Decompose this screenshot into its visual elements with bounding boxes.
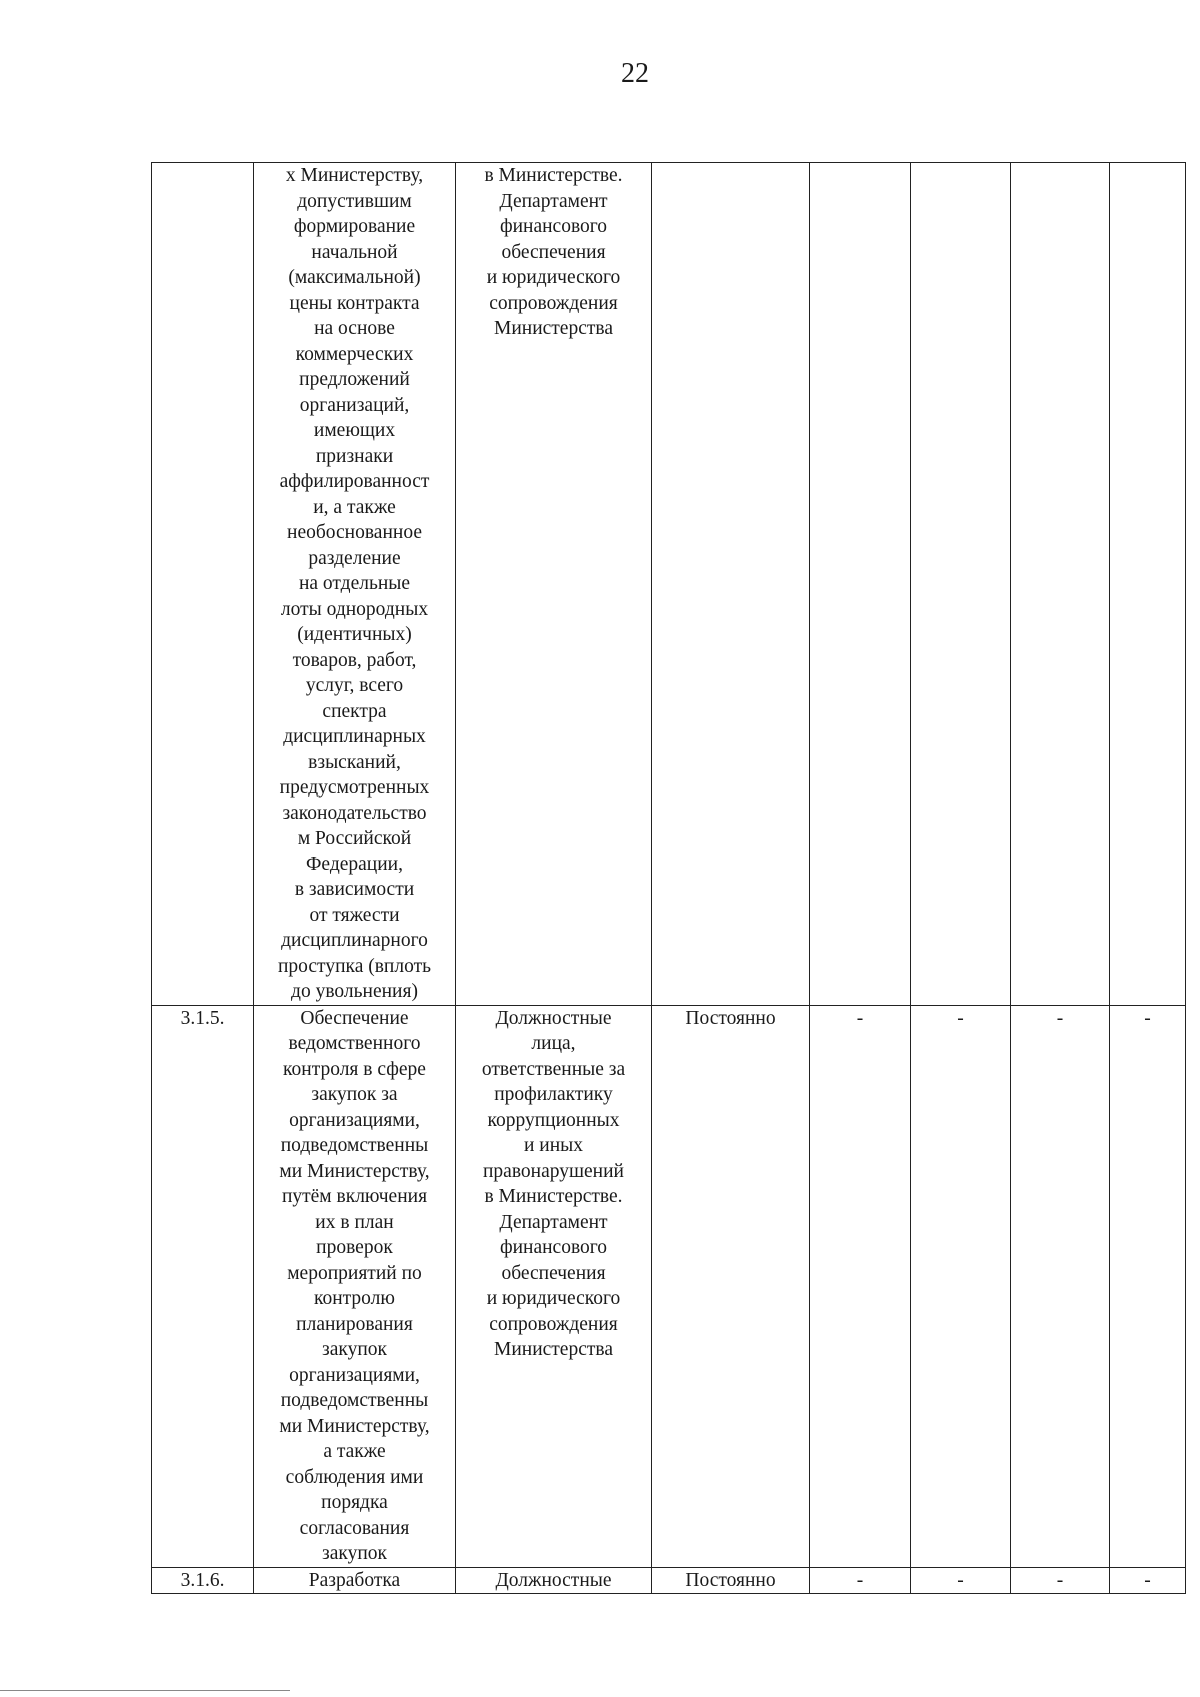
responsible-cell-line: финансового — [499, 216, 608, 237]
measure-cell-line: начальной — [311, 241, 398, 263]
deadline-cell: Постоянно — [652, 1567, 810, 1594]
responsible-cell-line: Министерства — [493, 318, 613, 339]
bottom-rule — [0, 1690, 290, 1691]
measure-cell-line: коммерческих — [295, 343, 414, 365]
measure-cell-line: а также — [323, 1441, 386, 1462]
measure-cell-line: (идентичных) — [297, 624, 412, 645]
responsible-cell-line: профилактику — [494, 1084, 613, 1105]
indicator-cell: - — [1110, 1005, 1186, 1567]
responsible-cell — [456, 1567, 652, 1594]
responsible-cell-line: и иных — [523, 1135, 584, 1156]
measure-cell-line: контролю — [314, 1288, 395, 1309]
measure-cell-line: планирования — [296, 1313, 413, 1335]
measure-cell-line: имеющих — [313, 420, 396, 441]
measure-cell-line: предусмотренных — [279, 777, 430, 798]
measure-cell-line: допустившим — [297, 190, 412, 212]
page-number: 22 — [621, 58, 649, 89]
measure-cell-line: подведомственны — [280, 1390, 429, 1411]
measure-cell-line: цены контракта — [289, 292, 420, 314]
measure-cell-line: организаций, — [299, 394, 410, 416]
deadline-cell — [652, 163, 810, 1006]
responsible-cell-line: лица, — [531, 1033, 576, 1054]
responsible-cell-line: Должностные — [495, 1569, 612, 1591]
responsible-cell-line: сопровождения — [489, 292, 618, 314]
item-number-cell: 3.1.5. — [152, 1005, 254, 1567]
measure-cell — [254, 1567, 456, 1594]
measure-cell-line: ми Министерству, — [279, 1415, 430, 1437]
responsible-cell-line: в Министерстве. — [484, 1186, 623, 1207]
measure-cell-line: дисциплинарного — [281, 930, 428, 951]
measure-cell-line: их в план — [315, 1211, 394, 1233]
measure-cell-line: согласования — [299, 1517, 410, 1539]
responsible-cell-line: обеспечения — [501, 1262, 606, 1284]
indicator-cell — [810, 163, 911, 1006]
measure-cell-line: на отдельные — [298, 573, 411, 594]
responsible-cell-line: и юридического — [486, 1288, 621, 1309]
measure-cell-line: х Министерству, — [285, 165, 424, 186]
indicator-cell: - — [911, 1005, 1011, 1567]
measure-cell-line: формирование — [293, 216, 416, 237]
measure-cell-line: аффилированност — [279, 471, 430, 492]
responsible-cell-line: финансового — [499, 1237, 608, 1258]
responsible-cell-line: обеспечения — [501, 241, 606, 263]
measure-cell-line: и, а также — [313, 496, 396, 518]
responsible-cell-line: правонарушений — [483, 1160, 624, 1182]
measure-cell-line: ми Министерству, — [279, 1160, 430, 1182]
measure-cell-line: спектра — [322, 700, 387, 722]
measure-cell-line: предложений — [299, 369, 410, 390]
measure-cell-line: до увольнения) — [291, 981, 418, 1002]
measure-cell-line: закупок — [322, 1543, 387, 1564]
responsible-cell-line: Должностные — [495, 1007, 612, 1029]
measure-cell-line: м Российской — [297, 828, 412, 849]
measure-cell-line: дисциплинарных — [283, 726, 426, 747]
measure-cell-line: услуг, всего — [305, 675, 404, 696]
measure-cell-line: Разработка — [308, 1569, 401, 1591]
responsible-cell-line: Департамент — [499, 190, 608, 212]
measure-cell-line: закупок за — [311, 1084, 398, 1105]
measure-cell-line: разделение — [308, 547, 401, 569]
indicator-cell — [1011, 163, 1110, 1006]
measure-cell-line: лоты однородных — [280, 598, 429, 620]
measure-cell-line: ведомственного — [288, 1033, 421, 1054]
measure-cell — [254, 163, 456, 1006]
measure-cell-line: организациями, — [289, 1364, 420, 1386]
measure-cell-line: признаки — [315, 445, 394, 467]
indicator-cell: - — [810, 1005, 911, 1567]
measures-table — [151, 162, 1186, 1594]
measure-cell-line: путём включения — [281, 1186, 428, 1207]
responsible-cell-line: сопровождения — [489, 1313, 618, 1335]
responsible-cell-line: коррупционных — [487, 1109, 620, 1131]
measure-cell-line: на основе — [314, 318, 395, 339]
indicator-cell: - — [810, 1567, 911, 1594]
measure-cell-line: взысканий, — [308, 751, 401, 773]
responsible-cell-line: Департамент — [499, 1211, 608, 1233]
measure-cell-line: мероприятий по — [287, 1262, 422, 1284]
responsible-cell — [456, 163, 652, 1006]
table-row — [152, 1005, 1186, 1567]
measure-cell-line: проступка (вплоть — [277, 955, 431, 977]
indicator-cell — [911, 163, 1011, 1006]
measure-cell-line: подведомственны — [280, 1135, 429, 1156]
table-row — [152, 163, 1186, 1006]
measure-cell-line: необоснованное — [287, 522, 422, 543]
measure-cell-line: (максимальной) — [288, 267, 421, 288]
responsible-cell — [456, 1005, 652, 1567]
item-number-cell: 3.1.6. — [152, 1567, 254, 1594]
measure-cell-line: соблюдения ими — [285, 1466, 424, 1488]
indicator-cell: - — [911, 1567, 1011, 1594]
measure-cell-line: товаров, работ, — [292, 649, 417, 671]
responsible-cell-line: и юридического — [486, 267, 621, 288]
measure-cell-line: закупок — [322, 1339, 387, 1360]
table-row — [152, 1567, 1186, 1594]
measure-cell-line: в зависимости — [294, 879, 415, 900]
indicator-cell — [1110, 163, 1186, 1006]
measure-cell-line: проверок — [316, 1237, 393, 1258]
responsible-cell-line: ответственные за — [481, 1058, 626, 1080]
measure-cell-line: порядка — [321, 1492, 388, 1513]
indicator-cell: - — [1110, 1567, 1186, 1594]
responsible-cell-line: Министерства — [493, 1339, 613, 1360]
measure-cell-line: организациями, — [289, 1109, 420, 1131]
measure-cell-line: Обеспечение — [300, 1007, 409, 1029]
measure-cell-line: законодательство — [282, 802, 427, 824]
item-number-cell — [152, 163, 254, 1006]
deadline-cell: Постоянно — [652, 1005, 810, 1567]
responsible-cell-line: в Министерстве. — [484, 165, 623, 186]
indicator-cell: - — [1011, 1005, 1110, 1567]
indicator-cell: - — [1011, 1567, 1110, 1594]
measure-cell-line: Федерации, — [306, 853, 403, 875]
measure-cell-line: контроля в сфере — [283, 1058, 426, 1080]
measure-cell-line: от тяжести — [309, 904, 400, 926]
measure-cell — [254, 1005, 456, 1567]
